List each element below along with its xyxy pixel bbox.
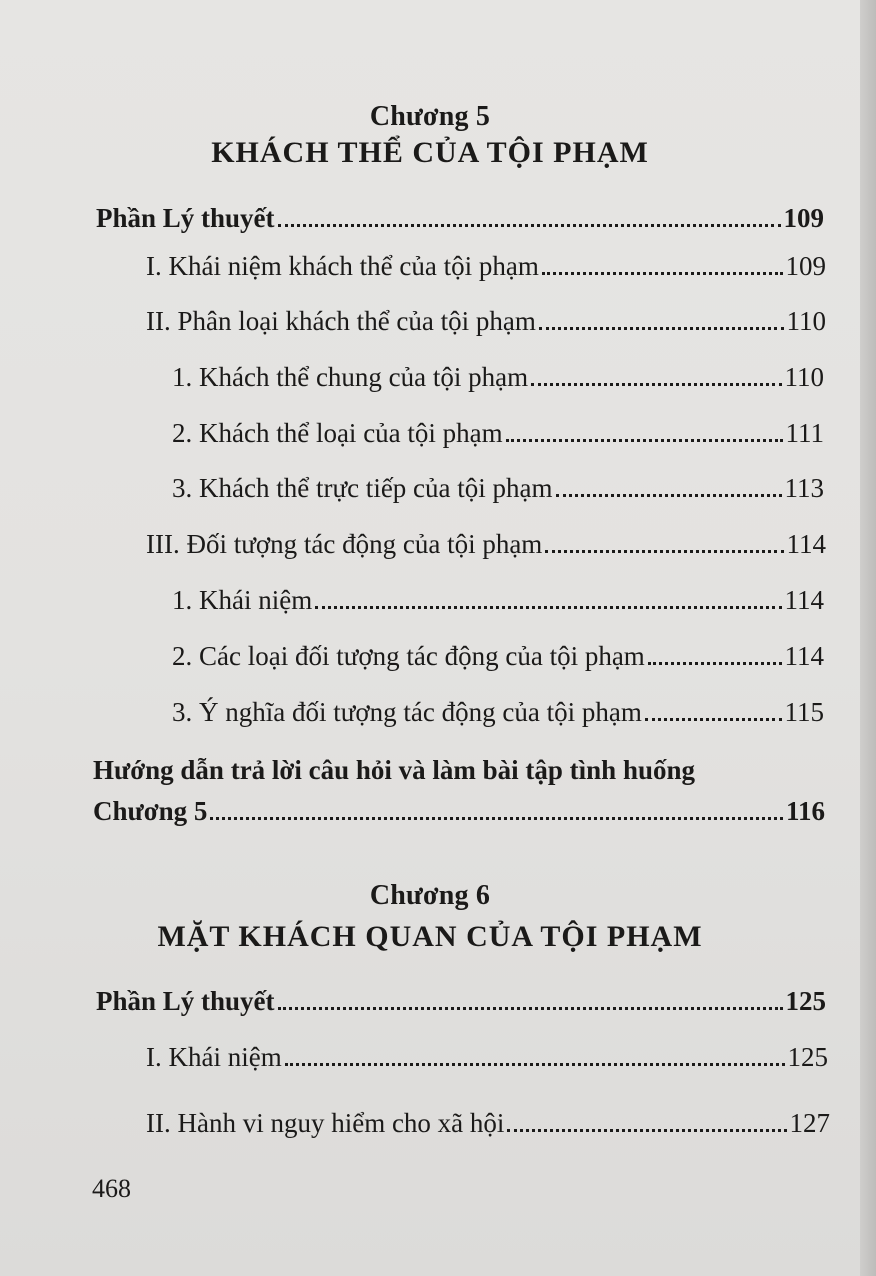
toc-entry-page: 111	[785, 418, 824, 448]
toc-entry	[146, 304, 826, 338]
toc-entry-page: 127	[789, 1108, 830, 1138]
toc-entry	[146, 1106, 830, 1140]
chapter6-label: Chương 6	[369, 880, 491, 911]
toc-entry	[96, 201, 824, 235]
page-number: 468	[92, 1174, 131, 1203]
toc-entry	[172, 416, 824, 450]
toc-entry-page: 114	[784, 641, 824, 671]
toc-entry	[172, 360, 824, 394]
toc-entry-page: 109	[785, 251, 826, 281]
toc-entry	[96, 984, 826, 1018]
chapter5-title: KHÁCH THỂ CỦA TỘI PHẠM	[211, 136, 649, 169]
dot-leader	[210, 817, 783, 820]
chapter5-label: Chương 5	[369, 101, 491, 132]
toc-entry-text: 3. Khách thể trực tiếp của tội phạm	[172, 473, 553, 503]
toc-entry-text: 2. Khách thể loại của tội phạm	[172, 418, 503, 448]
toc-entry-page: 114	[784, 585, 824, 615]
dot-leader	[506, 439, 783, 442]
toc-entry-page: 114	[786, 529, 826, 559]
toc-entry-page: 110	[784, 362, 824, 392]
toc-entry-text: 2. Các loại đối tượng tác động của tội phạm	[172, 641, 645, 671]
toc-entry-text: 1. Khách thể chung của tội phạm	[172, 362, 529, 392]
dot-leader	[278, 1007, 783, 1010]
chapter6-title: MẶT KHÁCH QUAN CỦA TỘI PHẠM	[157, 920, 703, 953]
dot-leader	[556, 494, 782, 497]
toc-entry	[146, 1040, 828, 1074]
dot-leader	[285, 1063, 785, 1066]
toc-entry	[93, 794, 825, 828]
dot-leader	[315, 606, 781, 609]
toc-entry-page: 110	[786, 306, 826, 336]
toc-entry-text: Chương 5	[93, 796, 208, 826]
toc-entry	[172, 639, 824, 673]
toc-entry-text: 1. Khái niệm	[172, 585, 313, 615]
dot-leader	[645, 718, 782, 721]
toc-entry-text: Phần Lý thuyết	[96, 203, 275, 233]
dot-leader	[648, 662, 782, 665]
toc-entry-text: II. Hành vi nguy hiểm cho xã hội	[146, 1108, 505, 1138]
dot-leader	[531, 383, 781, 386]
toc-entry-page: 113	[784, 473, 824, 503]
guide-heading: Hướng dẫn trả lời câu hỏi và làm bài tập tình huống	[93, 755, 695, 785]
toc-entry	[172, 583, 824, 617]
toc-entry-page: 115	[784, 697, 824, 727]
toc-entry-text: II. Phân loại khách thể của tội phạm	[146, 306, 536, 336]
dot-leader	[542, 272, 783, 275]
toc-entry-page: 109	[783, 203, 824, 233]
toc-entry-page: 125	[785, 986, 826, 1016]
toc-entry-text: I. Khái niệm khách thể của tội phạm	[146, 251, 539, 281]
page-edge	[860, 0, 876, 1276]
dot-leader	[278, 224, 781, 227]
toc-entry-page: 116	[785, 796, 825, 826]
toc-entry-text: 3. Ý nghĩa đối tượng tác động của tội phạm	[172, 697, 642, 727]
dot-leader	[545, 550, 783, 553]
toc-entry-page: 125	[787, 1042, 828, 1072]
toc-entry-text: III. Đối tượng tác động của tội phạm	[146, 529, 543, 559]
dot-leader	[507, 1129, 786, 1132]
toc-entry-text: I. Khái niệm	[146, 1042, 282, 1072]
dot-leader	[539, 327, 784, 330]
toc-entry	[146, 527, 826, 561]
toc-entry	[146, 249, 826, 283]
toc-entry-text: Phần Lý thuyết	[96, 986, 275, 1016]
toc-entry	[172, 695, 824, 729]
toc-entry	[172, 471, 824, 505]
